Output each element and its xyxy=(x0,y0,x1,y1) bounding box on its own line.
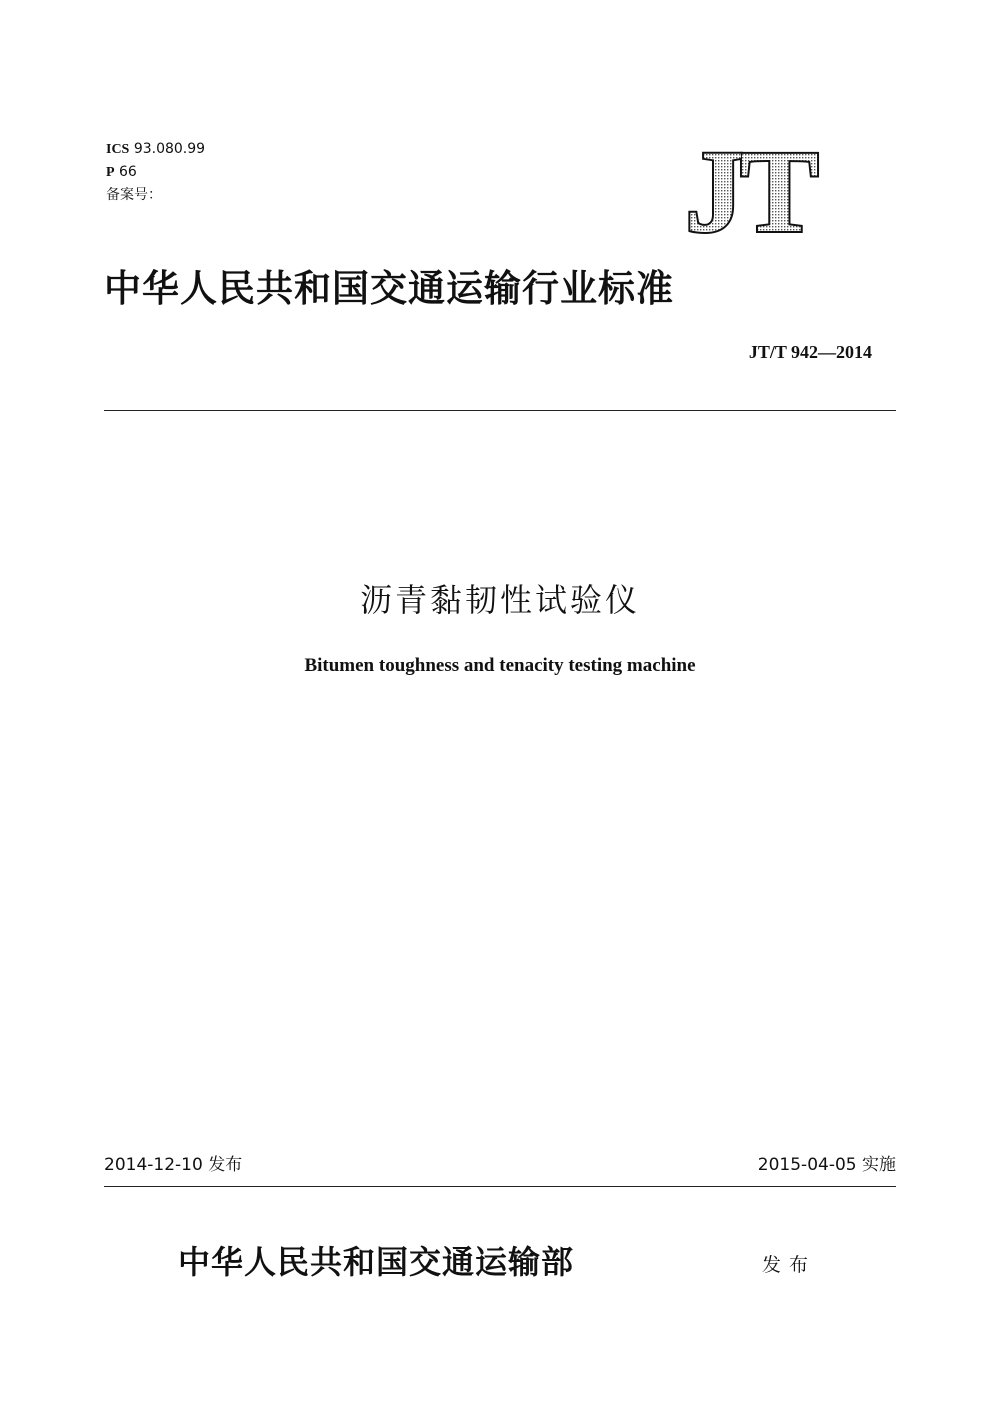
ccs-label: P xyxy=(106,165,115,180)
industry-standard-title: 中华人民共和国交通运输行业标准 xyxy=(104,266,674,310)
ics-line xyxy=(106,138,205,161)
standard-number: JT/T 942—2014 xyxy=(748,342,872,362)
ccs-code: 66 xyxy=(119,164,137,180)
issuing-authority: 中华人民共和国交通运输部 xyxy=(178,1243,575,1281)
document-title-english: Bitumen toughness and tenacity testing machine xyxy=(304,655,696,676)
ics-label: ICS xyxy=(106,142,130,157)
implementation-date: 2015-04-05 实施 xyxy=(757,1155,896,1175)
issue-date: 2014-12-10 发布 xyxy=(104,1155,243,1175)
filing-number-label: 备案号： xyxy=(106,187,162,203)
logo-text: JT xyxy=(685,142,815,238)
bottom-divider xyxy=(104,1186,896,1187)
ics-code: 93.080.99 xyxy=(133,141,206,157)
ccs-line xyxy=(106,161,205,184)
issuer-action: 发布 xyxy=(762,1254,817,1276)
classification-block xyxy=(106,138,205,206)
jt-logo xyxy=(652,142,848,238)
top-divider xyxy=(104,410,896,411)
document-title-chinese: 沥青黏韧性试验仪 xyxy=(359,581,640,619)
